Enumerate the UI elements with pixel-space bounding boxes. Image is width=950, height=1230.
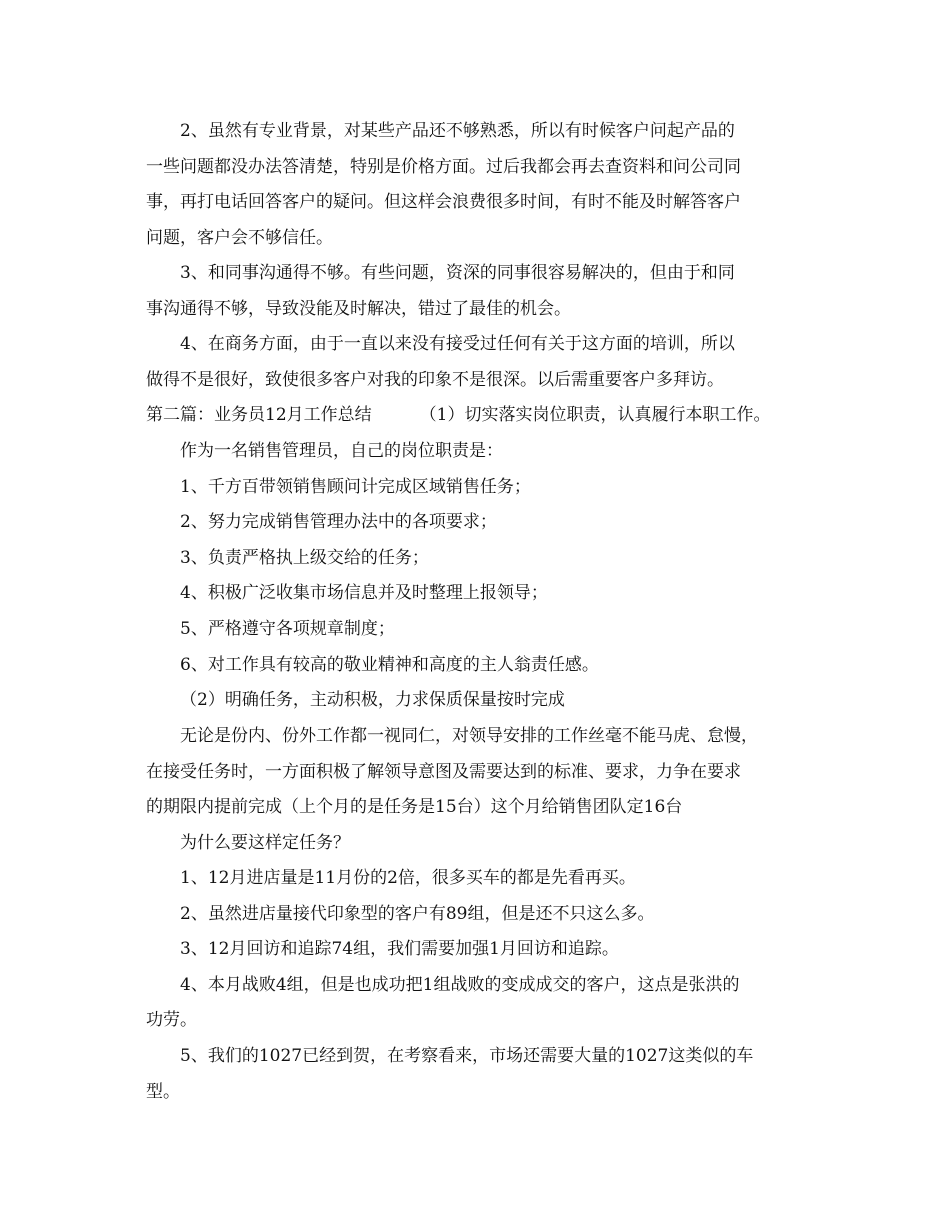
list-item: 6、对工作具有较高的敬业精神和高度的主人翁责任感。 (180, 654, 599, 675)
text-line: 2、虽然有专业背景，对某些产品还不够熟悉，所以有时候客户问起产品的 (180, 121, 735, 141)
section-subtitle: （1）切实落实岗位职责，认真履行本职工作。 (419, 405, 771, 425)
paragraph-4 (146, 719, 816, 861)
text-line: 事沟通得不够，导致没能及时解决，错过了最佳的机会。 (146, 298, 571, 319)
section-heading (146, 398, 816, 434)
paragraph-2 (146, 256, 816, 327)
section-2-heading: （2）明确任务，主动积极，力求保质保量按时完成 (180, 690, 565, 711)
text-line: 问题，客户会不够信任。 (146, 227, 333, 248)
list-item-continued: 功劳。 (146, 1010, 197, 1031)
list-item-continued: 型。 (146, 1081, 180, 1102)
text-line: 4、在商务方面，由于一直以来没有接受过任何有关于这方面的培训，所以 (180, 334, 735, 354)
list-item: 1、千方百带领销售顾问计完成区域销售任务； (180, 476, 531, 497)
text-line: 在接受任务时，一方面积极了解领导意图及需要达到的标准、要求，力争在要求 (146, 761, 741, 782)
list-item: 3、负责严格执上级交给的任务； (180, 547, 429, 568)
list-item: 2、虽然进店量接代印象型的客户有89组，但是还不只这么多。 (180, 903, 655, 924)
why-heading: 为什么要这样定任务？ (180, 832, 350, 853)
paragraph-3 (146, 327, 816, 398)
reasons-list (146, 861, 816, 1110)
list-item: 2、努力完成销售管理办法中的各项要求； (180, 512, 497, 533)
duties-list (146, 434, 816, 719)
list-item: 3、12月回访和追踪74组，我们需要加强1月回访和追踪。 (180, 939, 619, 960)
text-line: 一些问题都没办法答清楚，特别是价格方面。过后我都会再去查资料和问公司同 (146, 156, 741, 177)
text-line: 无论是份内、份外工作都一视同仁，对领导安排的工作丝毫不能马虎、怠慢， (180, 726, 758, 746)
duties-intro: 作为一名销售管理员，自己的岗位职责是： (180, 441, 503, 461)
section-title: 第二篇：业务员12月工作总结 (146, 405, 372, 425)
text-line: 事，再打电话回答客户的疑问。但这样会浪费很多时间，有时不能及时解答客户 (146, 192, 741, 213)
list-item: 4、积极广泛收集市场信息并及时整理上报领导； (180, 583, 548, 604)
text-line: 3、和同事沟通得不够。有些问题，资深的同事很容易解决的，但由于和同 (180, 263, 735, 283)
text-line: 做得不是很好，致使很多客户对我的印象不是很深。以后需重要客户多拜访。 (146, 369, 724, 390)
list-item: 5、我们的1027已经到贺，在考察看来，市场还需要大量的1027这类似的车 (180, 1045, 754, 1066)
list-item: 1、12月进店量是11月份的2倍，很多买车的都是先看再买。 (180, 868, 636, 888)
text-line: 的期限内提前完成（上个月的是任务是15台）这个月给销售团队定16台 (146, 797, 683, 818)
paragraph-1 (146, 114, 816, 256)
list-item: 5、严格遵守各项规章制度； (180, 618, 395, 639)
list-item: 4、本月战败4组，但是也成功把1组战败的变成成交的客户，这点是张洪的 (180, 974, 740, 995)
